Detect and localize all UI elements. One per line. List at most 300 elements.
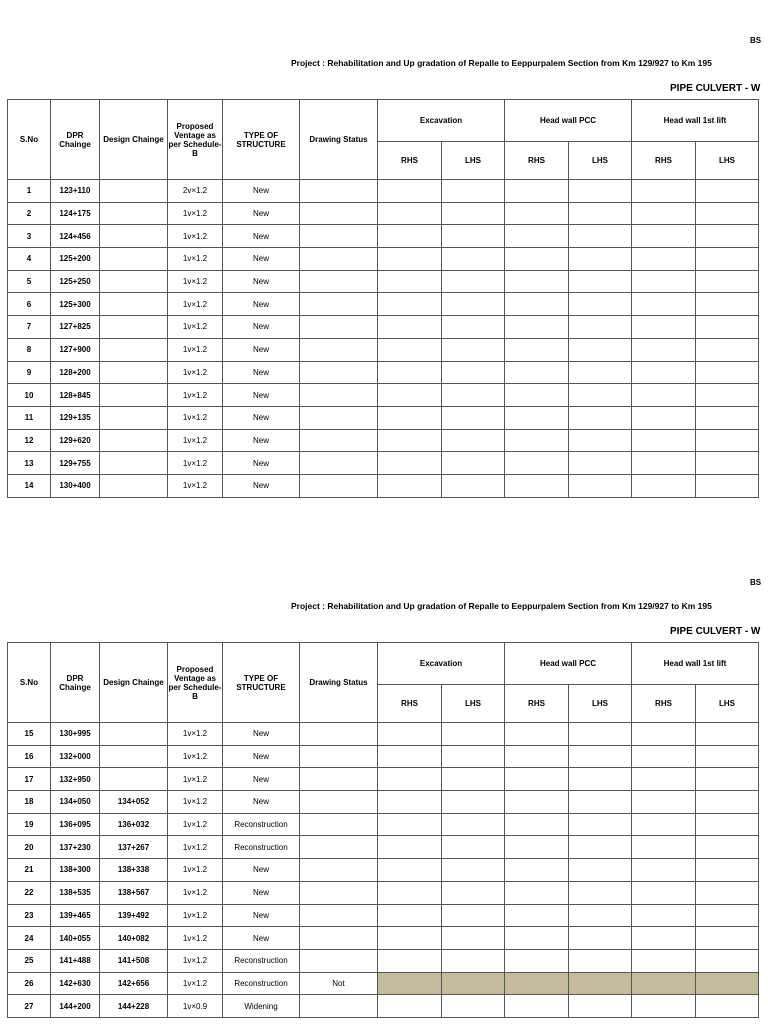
drawing-status-cell [300, 429, 378, 452]
excavation-lhs-cell [442, 881, 505, 904]
pcc-lhs-cell [569, 949, 632, 972]
dpr-chainage-cell: 125+250 [51, 270, 100, 293]
design-chainage-cell [100, 745, 168, 768]
design-chainage-cell [100, 474, 168, 497]
table-row [8, 406, 759, 429]
design-chainage-cell [100, 270, 168, 293]
header-sno: S.No [8, 643, 51, 723]
lift-rhs-cell [632, 384, 696, 407]
pcc-rhs-cell [505, 361, 569, 384]
drawing-status-cell [300, 768, 378, 791]
serial-number-cell: 19 [8, 813, 51, 836]
pcc-rhs-cell [505, 202, 569, 225]
table-row [8, 316, 759, 339]
serial-number-cell: 15 [8, 723, 51, 746]
dpr-chainage-cell: 124+175 [51, 202, 100, 225]
dpr-chainage-cell: 125+200 [51, 248, 100, 271]
excavation-lhs-cell [442, 836, 505, 859]
lift-rhs-cell [632, 452, 696, 475]
excavation-lhs-cell [442, 316, 505, 339]
drawing-status-cell [300, 406, 378, 429]
lift-lhs-cell [696, 225, 759, 248]
drawing-status-cell [300, 859, 378, 882]
lift-lhs-cell [696, 474, 759, 497]
lift-lhs-cell [696, 904, 759, 927]
excavation-rhs-cell [378, 270, 442, 293]
lift-rhs-cell [632, 859, 696, 882]
structure-type-cell: New [223, 768, 300, 791]
lift-rhs-cell [632, 723, 696, 746]
excavation-lhs-cell [442, 338, 505, 361]
lift-rhs-cell [632, 270, 696, 293]
table-row [8, 836, 759, 859]
pcc-rhs-cell [505, 384, 569, 407]
dpr-chainage-cell: 129+620 [51, 429, 100, 452]
pcc-rhs-cell [505, 452, 569, 475]
header-headwall-pcc: Head wall PCC [505, 100, 632, 142]
pcc-lhs-cell [569, 248, 632, 271]
ventage-cell: 2v×1.2 [168, 180, 223, 203]
table-row [8, 384, 759, 407]
excavation-lhs-cell [442, 723, 505, 746]
structure-type-cell: New [223, 406, 300, 429]
pcc-rhs-cell [505, 474, 569, 497]
pcc-lhs-cell [569, 768, 632, 791]
table-row [8, 972, 759, 995]
ventage-cell: 1v×1.2 [168, 406, 223, 429]
pcc-lhs-cell [569, 452, 632, 475]
excavation-lhs-cell [442, 995, 505, 1018]
excavation-rhs-cell [378, 248, 442, 271]
drawing-status-cell [300, 293, 378, 316]
pcc-rhs-cell [505, 723, 569, 746]
dpr-chainage-cell: 129+755 [51, 452, 100, 475]
structure-type-cell: New [223, 904, 300, 927]
ventage-cell: 1v×1.2 [168, 881, 223, 904]
excavation-lhs-cell [442, 949, 505, 972]
structure-type-cell: New [223, 180, 300, 203]
design-chainage-cell: 136+032 [100, 813, 168, 836]
table-row [8, 293, 759, 316]
serial-number-cell: 22 [8, 881, 51, 904]
drawing-status-cell [300, 180, 378, 203]
excavation-rhs-cell [378, 202, 442, 225]
serial-number-cell: 7 [8, 316, 51, 339]
table-row [8, 927, 759, 950]
lift-rhs-cell [632, 949, 696, 972]
ventage-cell: 1v×1.2 [168, 338, 223, 361]
dpr-chainage-cell: 125+300 [51, 293, 100, 316]
dpr-chainage-cell: 128+845 [51, 384, 100, 407]
serial-number-cell: 16 [8, 745, 51, 768]
dpr-chainage-cell: 140+055 [51, 927, 100, 950]
pcc-lhs-cell [569, 361, 632, 384]
pcc-lhs-cell [569, 904, 632, 927]
header-pcc-rhs: RHS [505, 685, 569, 723]
table-row [8, 429, 759, 452]
design-chainage-cell [100, 429, 168, 452]
pcc-rhs-cell [505, 338, 569, 361]
structure-type-cell: New [223, 859, 300, 882]
excavation-lhs-cell [442, 474, 505, 497]
structure-type-cell: Reconstruction [223, 813, 300, 836]
excavation-lhs-cell [442, 745, 505, 768]
lift-lhs-cell [696, 927, 759, 950]
lift-rhs-cell [632, 225, 696, 248]
lift-rhs-cell [632, 927, 696, 950]
ventage-cell: 1v×1.2 [168, 452, 223, 475]
section-subtitle: PIPE CULVERT - W [670, 626, 761, 637]
design-chainage-cell: 141+508 [100, 949, 168, 972]
design-chainage-cell: 137+267 [100, 836, 168, 859]
lift-lhs-cell [696, 723, 759, 746]
excavation-rhs-cell [378, 384, 442, 407]
structure-type-cell: New [223, 361, 300, 384]
excavation-lhs-cell [442, 859, 505, 882]
header-excavation-rhs: RHS [378, 142, 442, 180]
ventage-cell: 1v×1.2 [168, 836, 223, 859]
pcc-rhs-cell [505, 768, 569, 791]
structure-type-cell: New [223, 474, 300, 497]
project-title: Project : Rehabilitation and Up gradation of Repalle to Eeppurpalem Section from Km 129/927 to Km 195 [291, 601, 712, 611]
ventage-cell: 1v×1.2 [168, 745, 223, 768]
lift-rhs-cell [632, 293, 696, 316]
pcc-rhs-cell [505, 836, 569, 859]
pcc-lhs-cell [569, 836, 632, 859]
drawing-status-cell [300, 949, 378, 972]
excavation-rhs-cell [378, 429, 442, 452]
table-body [8, 180, 759, 498]
excavation-lhs-cell [442, 406, 505, 429]
pcc-rhs-cell [505, 293, 569, 316]
ventage-cell: 1v×1.2 [168, 927, 223, 950]
design-chainage-cell [100, 338, 168, 361]
dpr-chainage-cell: 137+230 [51, 836, 100, 859]
header-drawing-status: Drawing Status [300, 100, 378, 180]
header-pcc-lhs: LHS [569, 685, 632, 723]
lift-lhs-cell [696, 972, 759, 995]
table-row [8, 338, 759, 361]
pcc-rhs-cell [505, 225, 569, 248]
pcc-rhs-cell [505, 813, 569, 836]
design-chainage-cell [100, 406, 168, 429]
header-design-chainage: Design Chainge [100, 643, 168, 723]
excavation-lhs-cell [442, 768, 505, 791]
serial-number-cell: 6 [8, 293, 51, 316]
pcc-lhs-cell [569, 859, 632, 882]
drawing-status-cell [300, 836, 378, 859]
ventage-cell: 1v×1.2 [168, 429, 223, 452]
ventage-cell: 1v×1.2 [168, 791, 223, 814]
header-excavation: Excavation [378, 643, 505, 685]
serial-number-cell: 10 [8, 384, 51, 407]
structure-type-cell: New [223, 293, 300, 316]
design-chainage-cell [100, 180, 168, 203]
header-lift-rhs: RHS [632, 685, 696, 723]
serial-number-cell: 3 [8, 225, 51, 248]
drawing-status-cell [300, 474, 378, 497]
serial-number-cell: 18 [8, 791, 51, 814]
ventage-cell: 1v×1.2 [168, 361, 223, 384]
lift-lhs-cell [696, 859, 759, 882]
table-row [8, 180, 759, 203]
ventage-cell: 1v×1.2 [168, 293, 223, 316]
table-row [8, 723, 759, 746]
table-row [8, 813, 759, 836]
project-title: Project : Rehabilitation and Up gradation of Repalle to Eeppurpalem Section from Km 129/927 to Km 195 [291, 58, 712, 68]
dpr-chainage-cell: 139+465 [51, 904, 100, 927]
excavation-rhs-cell [378, 723, 442, 746]
serial-number-cell: 20 [8, 836, 51, 859]
structure-type-cell: New [223, 745, 300, 768]
excavation-rhs-cell [378, 859, 442, 882]
excavation-rhs-cell [378, 180, 442, 203]
lift-rhs-cell [632, 904, 696, 927]
serial-number-cell: 4 [8, 248, 51, 271]
excavation-rhs-cell [378, 768, 442, 791]
lift-rhs-cell [632, 180, 696, 203]
design-chainage-cell: 138+567 [100, 881, 168, 904]
structure-type-cell: New [223, 723, 300, 746]
pcc-lhs-cell [569, 406, 632, 429]
excavation-rhs-cell [378, 836, 442, 859]
excavation-rhs-cell [378, 995, 442, 1018]
pcc-lhs-cell [569, 723, 632, 746]
excavation-rhs-cell [378, 972, 442, 995]
drawing-status-cell [300, 338, 378, 361]
pcc-rhs-cell [505, 316, 569, 339]
structure-type-cell: Reconstruction [223, 972, 300, 995]
table-row [8, 904, 759, 927]
ventage-cell: 1v×1.2 [168, 384, 223, 407]
header-sno: S.No [8, 100, 51, 180]
serial-number-cell: 12 [8, 429, 51, 452]
design-chainage-cell: 140+082 [100, 927, 168, 950]
lift-lhs-cell [696, 270, 759, 293]
serial-number-cell: 13 [8, 452, 51, 475]
drawing-status-cell [300, 881, 378, 904]
header-excavation-lhs: LHS [442, 685, 505, 723]
header-dpr-chainage: DPR Chainge [51, 643, 100, 723]
serial-number-cell: 17 [8, 768, 51, 791]
excavation-rhs-cell [378, 293, 442, 316]
excavation-rhs-cell [378, 813, 442, 836]
pcc-rhs-cell [505, 927, 569, 950]
header-structure-type: TYPE OF STRUCTURE [223, 100, 300, 180]
structure-type-cell: New [223, 225, 300, 248]
pcc-rhs-cell [505, 248, 569, 271]
structure-type-cell: New [223, 927, 300, 950]
design-chainage-cell: 138+338 [100, 859, 168, 882]
ventage-cell: 1v×1.2 [168, 813, 223, 836]
header-excavation-rhs: RHS [378, 685, 442, 723]
excavation-rhs-cell [378, 338, 442, 361]
design-chainage-cell [100, 723, 168, 746]
excavation-rhs-cell [378, 316, 442, 339]
serial-number-cell: 26 [8, 972, 51, 995]
lift-rhs-cell [632, 474, 696, 497]
dpr-chainage-cell: 127+900 [51, 338, 100, 361]
lift-rhs-cell [632, 768, 696, 791]
design-chainage-cell [100, 452, 168, 475]
lift-rhs-cell [632, 406, 696, 429]
lift-lhs-cell [696, 361, 759, 384]
structure-type-cell: Widening [223, 995, 300, 1018]
pcc-lhs-cell [569, 384, 632, 407]
pcc-rhs-cell [505, 791, 569, 814]
structure-type-cell: New [223, 429, 300, 452]
drawing-status-cell [300, 813, 378, 836]
pcc-lhs-cell [569, 813, 632, 836]
structure-type-cell: New [223, 338, 300, 361]
excavation-rhs-cell [378, 745, 442, 768]
lift-lhs-cell [696, 338, 759, 361]
header-lift-lhs: LHS [696, 685, 759, 723]
pcc-rhs-cell [505, 949, 569, 972]
header-headwall-pcc: Head wall PCC [505, 643, 632, 685]
dpr-chainage-cell: 132+950 [51, 768, 100, 791]
excavation-rhs-cell [378, 927, 442, 950]
lift-rhs-cell [632, 836, 696, 859]
serial-number-cell: 1 [8, 180, 51, 203]
dpr-chainage-cell: 134+050 [51, 791, 100, 814]
table-row [8, 248, 759, 271]
pcc-rhs-cell [505, 406, 569, 429]
serial-number-cell: 24 [8, 927, 51, 950]
dpr-chainage-cell: 132+000 [51, 745, 100, 768]
dpr-chainage-cell: 144+200 [51, 995, 100, 1018]
table-row [8, 361, 759, 384]
dpr-chainage-cell: 130+400 [51, 474, 100, 497]
excavation-lhs-cell [442, 202, 505, 225]
excavation-rhs-cell [378, 949, 442, 972]
serial-number-cell: 2 [8, 202, 51, 225]
lift-lhs-cell [696, 316, 759, 339]
dpr-chainage-cell: 124+456 [51, 225, 100, 248]
lift-rhs-cell [632, 429, 696, 452]
pcc-lhs-cell [569, 474, 632, 497]
table-row [8, 768, 759, 791]
header-dpr-chainage: DPR Chainge [51, 100, 100, 180]
excavation-lhs-cell [442, 813, 505, 836]
pcc-rhs-cell [505, 180, 569, 203]
excavation-lhs-cell [442, 225, 505, 248]
design-chainage-cell [100, 384, 168, 407]
lift-rhs-cell [632, 338, 696, 361]
header-lift-rhs: RHS [632, 142, 696, 180]
lift-lhs-cell [696, 791, 759, 814]
excavation-lhs-cell [442, 361, 505, 384]
lift-lhs-cell [696, 202, 759, 225]
pcc-rhs-cell [505, 429, 569, 452]
pcc-lhs-cell [569, 881, 632, 904]
header-excavation-lhs: LHS [442, 142, 505, 180]
dpr-chainage-cell: 138+300 [51, 859, 100, 882]
pcc-lhs-cell [569, 972, 632, 995]
excavation-lhs-cell [442, 293, 505, 316]
table-row [8, 474, 759, 497]
design-chainage-cell [100, 316, 168, 339]
table-body [8, 723, 759, 1018]
table-row [8, 949, 759, 972]
sheet-code: BS [750, 578, 762, 587]
excavation-lhs-cell [442, 904, 505, 927]
serial-number-cell: 14 [8, 474, 51, 497]
structure-type-cell: New [223, 248, 300, 271]
serial-number-cell: 5 [8, 270, 51, 293]
drawing-status-cell [300, 248, 378, 271]
lift-lhs-cell [696, 248, 759, 271]
culvert-table [7, 99, 759, 498]
lift-lhs-cell [696, 384, 759, 407]
ventage-cell: 1v×1.2 [168, 474, 223, 497]
lift-lhs-cell [696, 949, 759, 972]
lift-lhs-cell [696, 881, 759, 904]
excavation-rhs-cell [378, 474, 442, 497]
pcc-lhs-cell [569, 225, 632, 248]
table-row [8, 995, 759, 1018]
design-chainage-cell [100, 768, 168, 791]
ventage-cell: 1v×1.2 [168, 904, 223, 927]
serial-number-cell: 27 [8, 995, 51, 1018]
structure-type-cell: New [223, 270, 300, 293]
drawing-status-cell [300, 384, 378, 407]
pcc-lhs-cell [569, 316, 632, 339]
pcc-rhs-cell [505, 995, 569, 1018]
dpr-chainage-cell: 136+095 [51, 813, 100, 836]
design-chainage-cell [100, 293, 168, 316]
header-proposed-ventage: Proposed Ventage as per Schedule-B [168, 100, 223, 180]
structure-type-cell: New [223, 202, 300, 225]
culvert-table [7, 642, 759, 1018]
excavation-rhs-cell [378, 361, 442, 384]
dpr-chainage-cell: 142+630 [51, 972, 100, 995]
excavation-rhs-cell [378, 791, 442, 814]
ventage-cell: 1v×0.9 [168, 995, 223, 1018]
ventage-cell: 1v×1.2 [168, 859, 223, 882]
drawing-status-cell [300, 270, 378, 293]
header-pcc-rhs: RHS [505, 142, 569, 180]
excavation-rhs-cell [378, 452, 442, 475]
pcc-lhs-cell [569, 293, 632, 316]
lift-lhs-cell [696, 429, 759, 452]
lift-lhs-cell [696, 813, 759, 836]
pcc-lhs-cell [569, 202, 632, 225]
design-chainage-cell [100, 248, 168, 271]
lift-lhs-cell [696, 180, 759, 203]
lift-lhs-cell [696, 745, 759, 768]
lift-lhs-cell [696, 452, 759, 475]
pcc-lhs-cell [569, 429, 632, 452]
header-headwall-first-lift: Head wall 1st lift [632, 100, 759, 142]
lift-rhs-cell [632, 248, 696, 271]
design-chainage-cell [100, 225, 168, 248]
drawing-status-cell [300, 316, 378, 339]
structure-type-cell: New [223, 384, 300, 407]
ventage-cell: 1v×1.2 [168, 316, 223, 339]
excavation-lhs-cell [442, 927, 505, 950]
header-structure-type: TYPE OF STRUCTURE [223, 643, 300, 723]
structure-type-cell: Reconstruction [223, 836, 300, 859]
lift-rhs-cell [632, 972, 696, 995]
ventage-cell: 1v×1.2 [168, 248, 223, 271]
lift-rhs-cell [632, 791, 696, 814]
drawing-status-cell [300, 745, 378, 768]
structure-type-cell: New [223, 791, 300, 814]
lift-rhs-cell [632, 316, 696, 339]
pcc-lhs-cell [569, 180, 632, 203]
table-row [8, 202, 759, 225]
